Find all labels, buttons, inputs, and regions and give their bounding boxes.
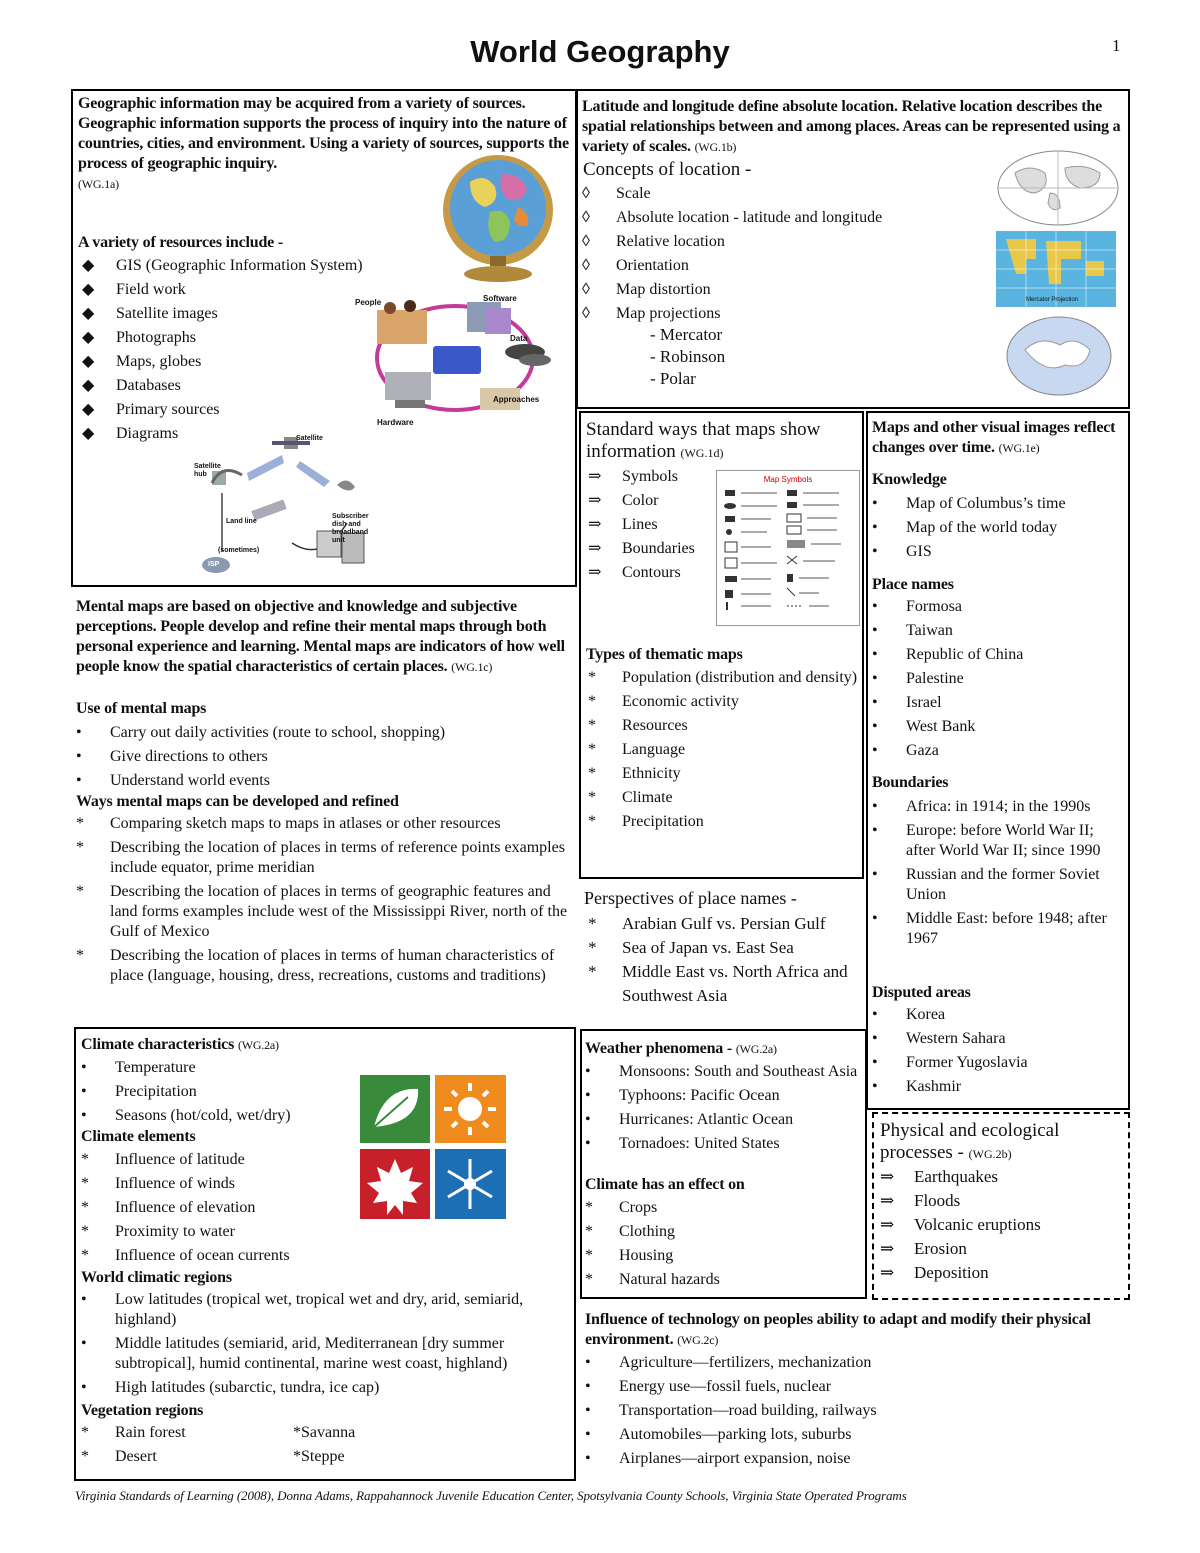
list-item: ⇒ Deposition — [880, 1263, 989, 1282]
weather-list — [581, 1062, 863, 1158]
boundaries-heading: Boundaries — [872, 774, 949, 791]
list-item: Rain forest — [115, 1424, 186, 1441]
map-info-heading-text: Standard ways that maps show information — [586, 419, 821, 462]
list-item: • Automobiles—parking lots, suburbs — [585, 1426, 852, 1443]
thematic-heading: Types of thematic maps — [586, 646, 743, 663]
list-item: ◆ Primary sources — [82, 401, 220, 418]
list-item: • Typhoons: Pacific Ocean — [585, 1087, 780, 1104]
sat-label-isp: ISP — [208, 561, 220, 568]
list-item: • Russian and the former Soviet Union — [872, 866, 1100, 903]
map-symbols-title: Map Symbols — [763, 475, 813, 484]
list-item: ◆ Databases — [82, 377, 181, 394]
list-item: ⇒ Boundaries — [588, 540, 695, 557]
list-item: ⇒ Color — [588, 492, 659, 509]
climate-elements-heading: Climate elements — [81, 1128, 196, 1145]
list-item: - Robinson — [650, 347, 726, 366]
sat-label-sometimes: (sometimes) — [218, 547, 260, 554]
climate-effect-heading: Climate has an effect on — [585, 1176, 745, 1193]
disputed-heading: Disputed areas — [872, 984, 971, 1001]
list-item: ⇒ Volcanic eruptions — [880, 1215, 1041, 1234]
changes-code: (WG.1e) — [998, 441, 1040, 455]
sat-label-hub: Satellite hub — [194, 463, 221, 478]
list-item: ⇒ Contours — [588, 564, 681, 581]
map-info-list — [584, 465, 724, 585]
list-item: * Arabian Gulf vs. Persian Gulf — [588, 914, 826, 933]
gis-label-people: People — [355, 298, 382, 307]
list-item: *Steppe — [293, 1448, 345, 1465]
list-item: • Airplanes—airport expansion, noise — [585, 1450, 851, 1467]
changes-heading-text: Maps and other visual images reflect changes over time. — [872, 419, 1116, 456]
perspectives-list — [584, 912, 864, 1008]
footer-credits: Virginia Standards of Learning (2008), Donna Adams, Rappahannock Juvenile Education Center, Spotsylvania County Schools, Virginia State Operated Programs — [75, 1488, 907, 1503]
knowledge-list — [868, 492, 1126, 564]
mercator-caption: Mercator Projection — [1026, 297, 1079, 303]
gis-label-software: Software — [483, 294, 517, 303]
physical-list — [876, 1165, 1126, 1285]
map-info-code: (WG.1d) — [680, 446, 724, 460]
list-item: • Precipitation — [81, 1083, 197, 1100]
robinson-map-image — [995, 148, 1121, 228]
list-item: • Europe: before World War II; after World War II; since 1990 — [872, 822, 1101, 859]
list-item: • Low latitudes (tropical wet, tropical wet and dry, arid, semiarid, highland) — [81, 1291, 524, 1328]
technology-heading-text: Influence of technology on peoples ability to adapt and modify their physical environment. — [585, 1311, 1091, 1348]
mental-maps-intro-text: Mental maps are based on objective and knowledge and subjective perceptions. People develop and refine their mental maps through both personal experience and learning. Mental maps are indicators of how well people know the spatial characteristics of certain places. — [76, 598, 565, 675]
gis-diagram — [355, 290, 555, 430]
list-item: Desert — [115, 1448, 157, 1465]
climate-code: (WG.2a) — [237, 1038, 279, 1052]
concepts-list — [578, 182, 978, 326]
list-item: * Economic activity — [588, 693, 739, 710]
gis-label-approaches: Approaches — [493, 395, 540, 404]
mental-use-list — [72, 721, 572, 793]
list-item: ◊ Map distortion — [582, 281, 711, 298]
list-item: • West Bank — [872, 718, 976, 735]
mental-maps-intro — [76, 597, 570, 677]
seasons-icon — [360, 1075, 506, 1219]
mental-use-heading: Use of mental maps — [76, 700, 207, 717]
list-item: * Sea of Japan vs. East Sea — [588, 938, 794, 957]
list-item: ⇒ Lines — [588, 516, 658, 533]
list-item: * Clothing — [585, 1223, 676, 1240]
list-item: • Agriculture—fertilizers, mechanization — [585, 1354, 872, 1371]
map-symbols-image — [716, 470, 860, 626]
technology-list — [581, 1351, 1121, 1471]
concepts-heading: Concepts of location - — [583, 159, 752, 180]
list-item: ◆ Maps, globes — [82, 353, 202, 370]
list-item: * Ethnicity — [588, 765, 681, 782]
perspectives-heading: Perspectives of place names - — [584, 888, 797, 908]
list-item: * Language — [588, 741, 686, 758]
list-item: * Comparing sketch maps to maps in atlases or other resources — [76, 815, 501, 832]
list-item: • Understand world events — [76, 772, 270, 789]
list-item: ◆ GIS (Geographic Information System) — [82, 257, 363, 274]
sat-label-subscriber: Subscriber dish and broadband unit — [332, 513, 369, 544]
technology-heading — [585, 1310, 1125, 1350]
list-item: • Temperature — [81, 1059, 196, 1076]
list-item: • Tornadoes: United States — [585, 1135, 780, 1152]
list-item: - Polar — [650, 369, 696, 388]
weather-heading — [585, 1039, 777, 1059]
climate-heading-text: Climate characteristics — [81, 1036, 235, 1053]
place-names-heading: Place names — [872, 576, 954, 593]
list-item: • Former Yugoslavia — [872, 1054, 1028, 1071]
list-item: ◊ Absolute location - latitude and longitude — [582, 209, 883, 226]
page-number: 1 — [1112, 36, 1121, 55]
list-item: • Give directions to others — [76, 748, 268, 765]
list-item: ◊ Scale — [582, 185, 651, 202]
list-item: * Proximity to water — [81, 1223, 235, 1240]
sat-label-landline: Land line — [226, 518, 257, 525]
thematic-list — [584, 668, 859, 836]
mental-ways-list — [72, 814, 572, 990]
changes-heading — [872, 418, 1127, 458]
list-item: *Savanna — [293, 1424, 356, 1441]
list-item: • Kashmir — [872, 1078, 962, 1095]
projections-list — [650, 324, 725, 390]
list-item: * Precipitation — [588, 813, 704, 830]
list-item: • Gaza — [872, 742, 939, 759]
list-item: • Monsoons: South and Southeast Asia — [585, 1063, 858, 1080]
list-item: ◊ Map projections — [582, 305, 721, 322]
list-item: • Republic of China — [872, 646, 1024, 663]
disputed-list — [868, 1003, 1126, 1099]
list-item: ◆ Photographs — [82, 329, 196, 346]
list-item: * Natural hazards — [585, 1271, 720, 1288]
list-item: ◆ Satellite images — [82, 305, 218, 322]
list-item: * Population (distribution and density) — [588, 669, 858, 686]
list-item: * Housing — [585, 1247, 674, 1264]
list-item: • Middle East: before 1948; after 1967 — [872, 910, 1107, 947]
resources-code: (WG.1a) — [78, 177, 119, 191]
list-item: * Middle East vs. North Africa and Southwest Asia — [588, 962, 848, 1005]
list-item: * Influence of ocean currents — [81, 1247, 290, 1264]
boundaries-list — [868, 797, 1126, 953]
gis-label-data: Data — [510, 334, 528, 343]
list-item: ⇒ Symbols — [588, 468, 679, 485]
list-item: ◊ Relative location — [582, 233, 725, 250]
list-item: * Crops — [585, 1199, 658, 1216]
satellite-diagram — [192, 433, 382, 578]
list-item: ◆ Diagrams — [82, 425, 179, 442]
climate-heading — [81, 1035, 279, 1055]
location-intro-text: Latitude and longitude define absolute location. Relative location describes the spatial relationships between and among places. Areas can be represented using a variety of scales. — [582, 98, 1121, 155]
list-item: • Palestine — [872, 670, 964, 687]
list-item: ⇒ Floods — [880, 1191, 961, 1210]
page-title: World Geography — [470, 34, 730, 69]
physical-heading — [880, 1120, 1125, 1165]
physical-code: (WG.2b) — [968, 1147, 1012, 1161]
weather-heading-text: Weather phenomena - — [585, 1040, 733, 1057]
knowledge-heading: Knowledge — [872, 471, 947, 488]
climate-effect-list — [581, 1196, 863, 1292]
vegetation-grid: * Rain forest *Savanna * Desert *Steppe — [81, 1421, 381, 1469]
list-item: • Hurricanes: Atlantic Ocean — [585, 1111, 794, 1128]
location-code: (WG.1b) — [694, 140, 737, 154]
list-item: • Seasons (hot/cold, wet/dry) — [81, 1107, 291, 1124]
globe-image — [440, 152, 560, 284]
list-item: • Transportation—road building, railways — [585, 1402, 877, 1419]
resources-list — [78, 254, 398, 446]
list-item: • Israel — [872, 694, 942, 711]
technology-code: (WG.2c) — [677, 1333, 719, 1347]
mental-maps-code: (WG.1c) — [451, 660, 493, 674]
resources-heading: A variety of resources include - — [78, 234, 283, 251]
place-names-list — [868, 595, 1126, 763]
list-item: • Energy use—fossil fuels, nuclear — [585, 1378, 832, 1395]
vegetation-heading: Vegetation regions — [81, 1402, 204, 1419]
list-item: • Formosa — [872, 598, 962, 615]
list-item: • Carry out daily activities (route to school, shopping) — [76, 724, 446, 741]
list-item: * Climate — [588, 789, 673, 806]
polar-map-image — [1005, 315, 1113, 397]
list-item: • High latitudes (subarctic, tundra, ice cap) — [81, 1379, 380, 1396]
list-item: ⇒ Erosion — [880, 1239, 967, 1258]
list-item: • Map of the world today — [872, 519, 1058, 536]
climatic-regions-list — [77, 1290, 567, 1402]
list-item: * Describing the location of places in terms of reference points examples include equator, prime meridian — [76, 839, 565, 876]
sat-label-satellite: Satellite — [296, 435, 323, 442]
list-item: ◆ Field work — [82, 281, 186, 298]
climate-elements-list — [77, 1148, 347, 1268]
physical-heading-text: Physical and ecological processes - — [880, 1120, 1060, 1163]
list-item: ⇒ Earthquakes — [880, 1167, 999, 1186]
map-info-heading — [586, 419, 861, 464]
list-item: * Influence of elevation — [81, 1199, 256, 1216]
mercator-map-image — [996, 231, 1116, 307]
list-item: • Map of Columbus’s time — [872, 495, 1066, 512]
weather-code: (WG.2a) — [735, 1042, 777, 1056]
list-item: • Taiwan — [872, 622, 953, 639]
list-item: ◊ Orientation — [582, 257, 689, 274]
resources-intro-text: Geographic information may be acquired from a variety of sources. Geographic information supports the process of inquiry into the nature of countries, cities, and environment. Using a variety of sources, supports the process of geographic inquiry. — [78, 95, 569, 172]
list-item: • Korea — [872, 1006, 946, 1023]
list-item: * Influence of winds — [81, 1175, 235, 1192]
list-item: * Influence of latitude — [81, 1151, 245, 1168]
gis-label-hardware: Hardware — [377, 418, 414, 427]
list-item: * Describing the location of places in terms of geographic features and land forms examples include west of the Mississippi River, north of the Gulf of Mexico — [76, 883, 568, 940]
list-item: • Africa: in 1914; in the 1990s — [872, 798, 1091, 815]
climate-chars-list — [77, 1056, 347, 1128]
list-item: • Western Sahara — [872, 1030, 1006, 1047]
mental-ways-heading: Ways mental maps can be developed and refined — [76, 793, 399, 810]
list-item: - Mercator — [650, 325, 723, 344]
climatic-regions-heading: World climatic regions — [81, 1269, 232, 1286]
list-item: * Describing the location of places in terms of human characteristics of place (language, housing, dress, recreations, customs and traditions) — [76, 947, 555, 984]
list-item: • Middle latitudes (semiarid, arid, Mediterranean [dry summer subtropical], humid continental, marine west coast, highland) — [81, 1335, 508, 1372]
list-item: * Resources — [588, 717, 688, 734]
list-item: • GIS — [872, 543, 932, 560]
